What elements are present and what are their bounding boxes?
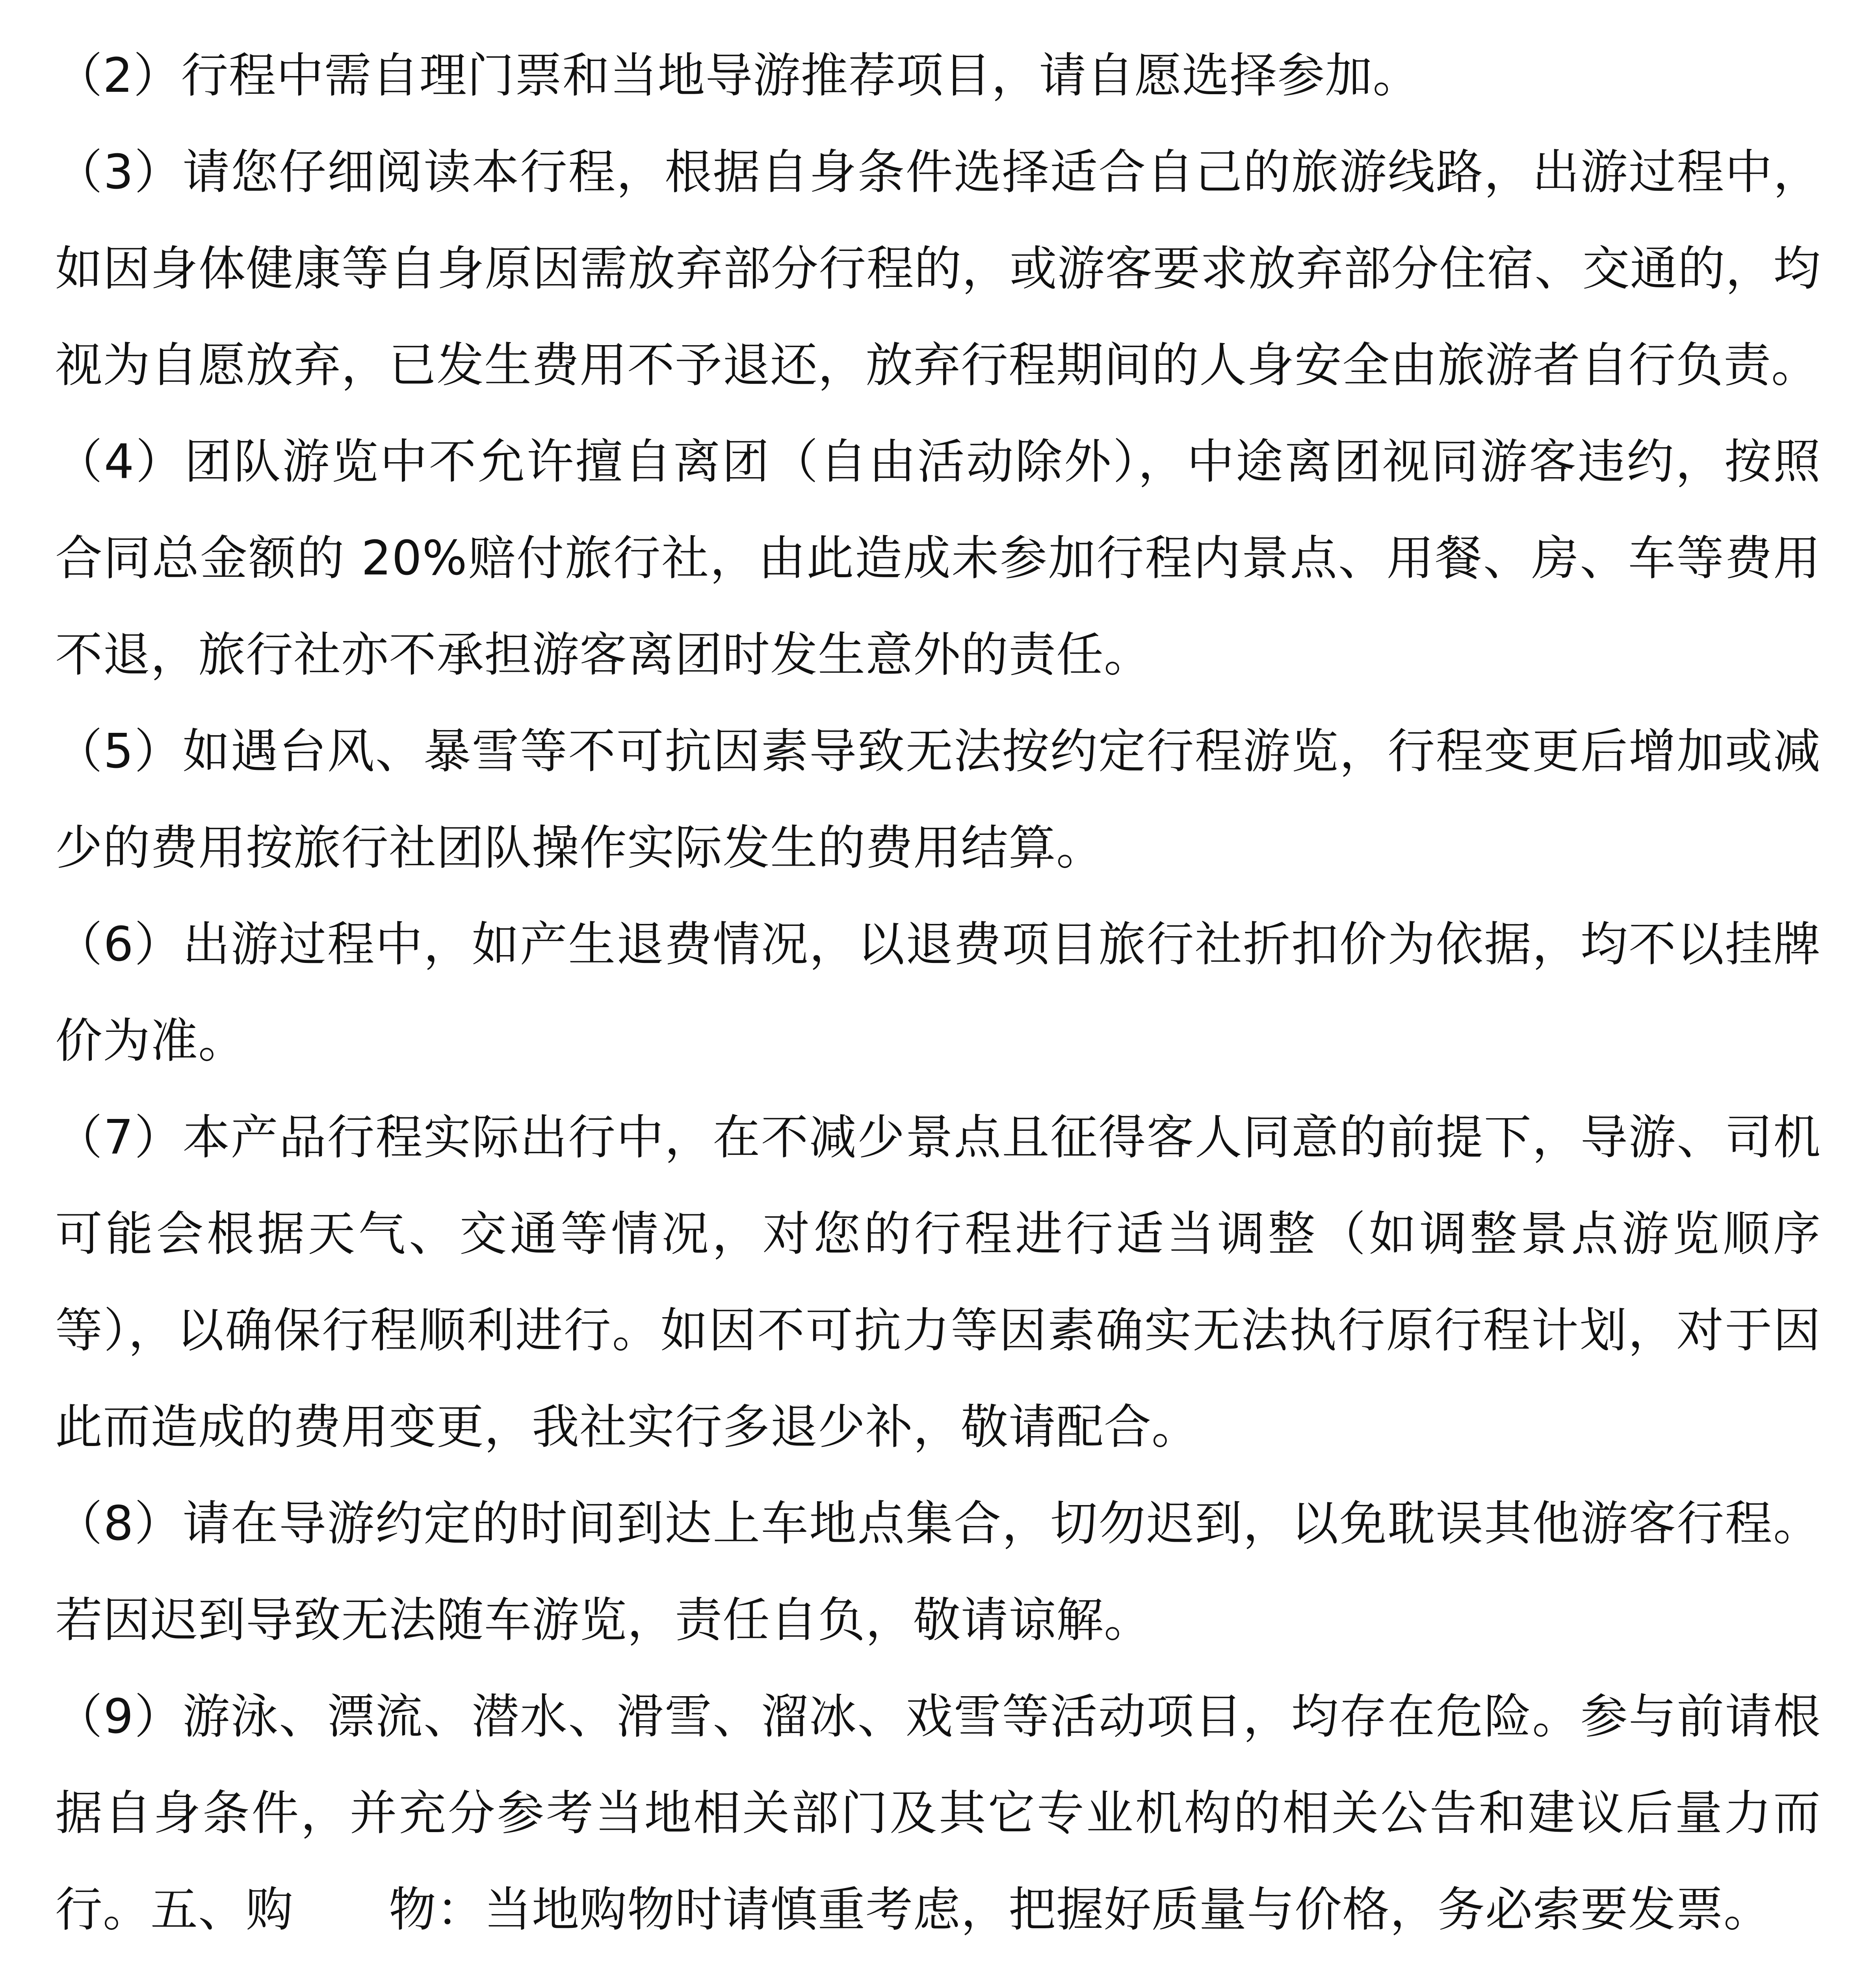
paragraph-item-5: （5）如遇台风、暴雪等不可抗因素导致无法按约定行程游览，行程变更后增加或减少的费用按旅行社团队操作实际发生的费用结算。 <box>55 724 1821 875</box>
paragraph-item-2: （2）行程中需自理门票和当地导游推荐项目，请自愿选择参加。 <box>55 48 1421 103</box>
paragraph-price-difference <box>55 1958 1821 1970</box>
paragraph-item-7: （7）本产品行程实际出行中，在不减少景点且征得客人同意的前提下，导游、司机可能会根据天气、交通等情况，对您的行程进行适当调整（如调整景点游览顺序等），以确保行程顺利进行。如因不可抗力等因素确实无法执行原行程计划，对于因此而造成的费用变更，我社实行多退少补，敬请配合。 <box>55 1110 1821 1455</box>
paragraph-item-4: （4）团队游览中不允许擅自离团（自由活动除外），中途离团视同游客违约，按照合同总金额的 20%赔付旅行社，由此造成未参加行程内景点、用餐、房、车等费用不退，旅行社亦不承担游客离团时发生意外的责任。 <box>55 435 1821 682</box>
paragraph-item-3: （3）请您仔细阅读本行程，根据自身条件选择适合自己的旅游线路，出游过程中，如因身体健康等自身原因需放弃部分行程的，或游客要求放弃部分住宿、交通的，均视为自愿放弃，已发生费用不予退还，放弃行程期间的人身安全由旅游者自行负责。 <box>55 145 1821 393</box>
paragraph-item-9-shopping: （9）游泳、漂流、潜水、滑雪、溜冰、戏雪等活动项目，均存在危险。参与前请根据自身条件，并充分参考当地相关部门及其它专业机构的相关公告和建议后量力而行。五、购 物：当地购物时请慎重考虑，把握好质量与价格，务必索要发票。 <box>55 1689 1821 1937</box>
paragraph-item-8: （8）请在导游约定的时间到达上车地点集合，切勿迟到，以免耽误其他游客行程。若因迟到导致无法随车游览，责任自负，敬请谅解。 <box>55 1496 1821 1648</box>
paragraph-item-6: （6）出游过程中，如产生退费情况，以退费项目旅行社折扣价为依据，均不以挂牌价为准。 <box>55 917 1821 1069</box>
